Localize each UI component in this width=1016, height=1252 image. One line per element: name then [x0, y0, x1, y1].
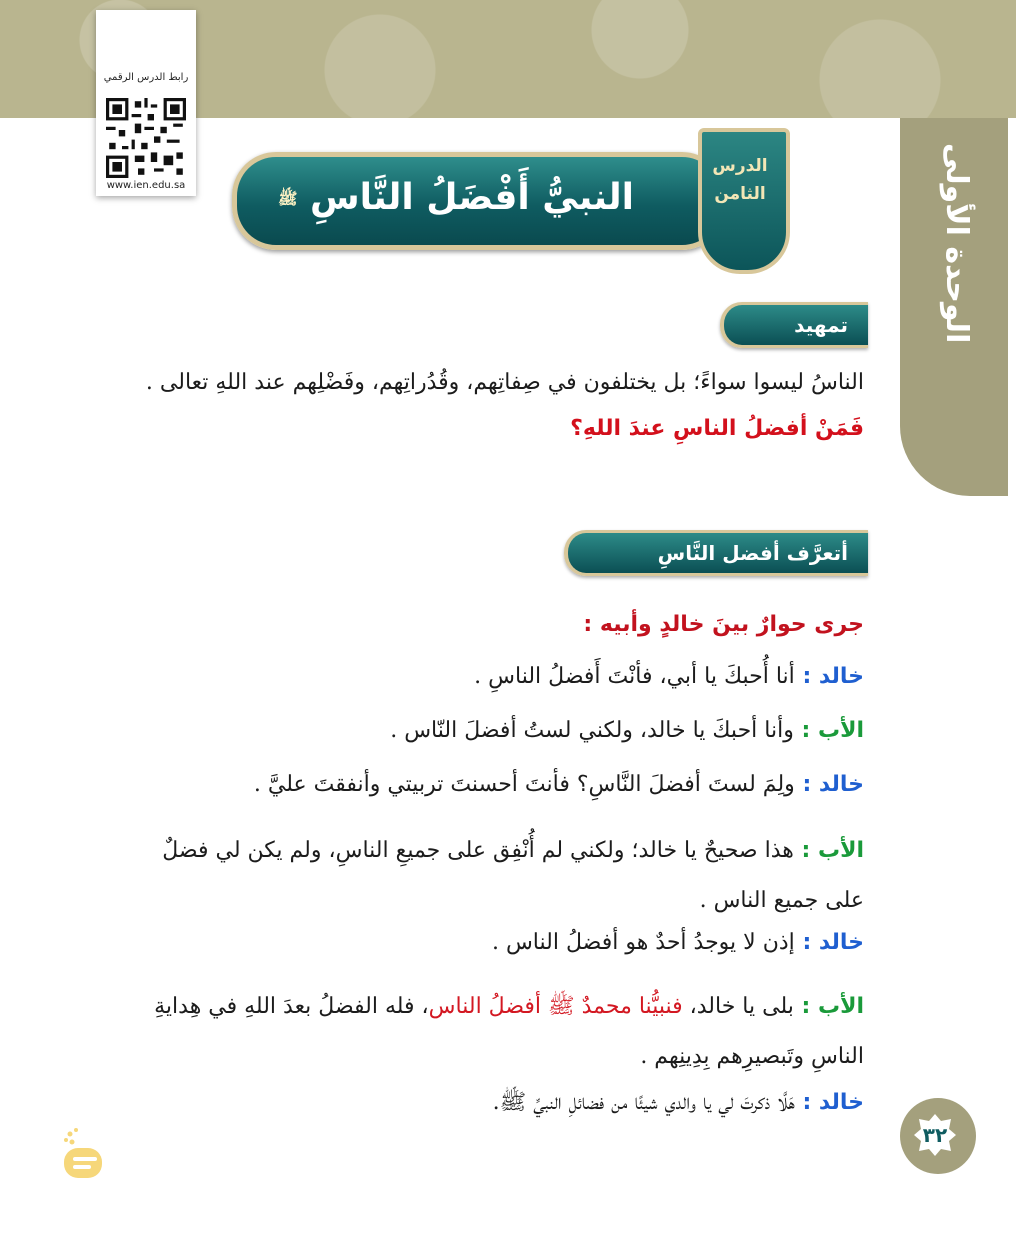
qr-code-icon[interactable] — [106, 98, 186, 178]
speaker-name: خالد — [818, 1090, 864, 1115]
dialogue-line — [152, 826, 864, 926]
dialogue-text: وأنا أحبكَ يا خالد، ولكني لستُ أفضلَ النّاس . — [390, 718, 794, 743]
digital-lesson-url[interactable]: www.ien.edu.sa — [106, 180, 186, 191]
dialogue-line — [254, 772, 864, 797]
speaker-colon: : — [793, 718, 818, 743]
intro-paragraph: الناسُ ليسوا سواءً؛ بل يختلفون في صِفاتِهم، وقُدُراتِهم، وفَضْلِهم عند اللهِ تعالى . — [145, 370, 864, 395]
dialogue-line — [474, 664, 864, 689]
lesson-label: الدرس — [712, 156, 768, 176]
speaker-name: الأب — [817, 718, 864, 743]
dialogue-text: هذا صحيحٌ يا خالد؛ ولكني لم أُنْفِق على جميعِ الناسِ، ولم يكن لي فضلٌ على جميع الناس . — [162, 838, 864, 913]
dialogue-line — [492, 930, 864, 955]
ien-logo-icon — [60, 1126, 106, 1182]
speaker-colon: : — [794, 772, 819, 797]
unit-title: الوحدة الأولى — [939, 142, 974, 344]
lesson-ordinal: الثامن — [714, 184, 766, 204]
speaker-colon: : — [794, 1090, 819, 1115]
speaker-colon: : — [794, 664, 819, 689]
speaker-name: خالد — [818, 772, 864, 797]
dialogue-line — [493, 1088, 864, 1120]
dialogue-text: إذن لا يوجدُ أحدٌ هو أفضلُ الناس . — [491, 930, 795, 955]
intro-heading-text: تمهيد — [794, 313, 848, 337]
dialogue-text: ولِمَ لستَ أفضلَ النَّاسِ؟ فأنتَ أحسنتَ تربيتي وأنفقتَ عليَّ . — [253, 772, 795, 797]
dialogue-intro: جرى حوارٌ بينَ خالدٍ وأبيه : — [583, 612, 864, 637]
main-section-heading — [564, 530, 868, 576]
dialogue-text: هَلَّا ذكرتَ لي يا والدي شيئًا من فضائلِ النبيِّ ﷺ. — [492, 1090, 795, 1115]
intro-section-heading — [720, 302, 868, 348]
dialogue-text-before: بلى يا خالد، — [682, 994, 794, 1019]
speaker-colon: : — [793, 994, 818, 1019]
digital-lesson-card[interactable] — [96, 10, 196, 196]
lesson-title-honorific: ﷺ — [278, 189, 298, 208]
lesson-title-text: النبيُّ أَفْضَلُ النَّاسِ — [309, 177, 634, 218]
main-heading-text: أتعرَّف أفضل النَّاسِ — [657, 541, 848, 565]
speaker-name: خالد — [818, 930, 864, 955]
speaker-colon: : — [793, 838, 818, 863]
speaker-name: الأب — [817, 838, 864, 863]
dialogue-line — [152, 982, 864, 1082]
digital-lesson-label: رابط الدرس الرقمي — [103, 72, 189, 83]
dialogue-text-highlight: فنبيُّنا محمدٌ ﷺ أفضلُ الناس — [428, 994, 683, 1019]
dialogue-text: أنا أُحبكَ يا أبي، فأنْتَ أَفضلُ الناسِ . — [474, 664, 795, 689]
dialogue-line — [390, 718, 864, 743]
page-number: ٣٢ — [922, 1123, 948, 1147]
speaker-name: خالد — [818, 664, 864, 689]
dialogue-text-after: ، فله الفضلُ بعدَ اللهِ في هِدايةِ الناسِ وتَبصيرِهم بِدِينِهم . — [154, 994, 864, 1069]
speaker-colon: : — [794, 930, 819, 955]
intro-question: فَمَنْ أفضلُ الناسِ عندَ اللهِ؟ — [570, 416, 864, 441]
speaker-name: الأب — [817, 994, 864, 1019]
lesson-title — [240, 168, 672, 228]
